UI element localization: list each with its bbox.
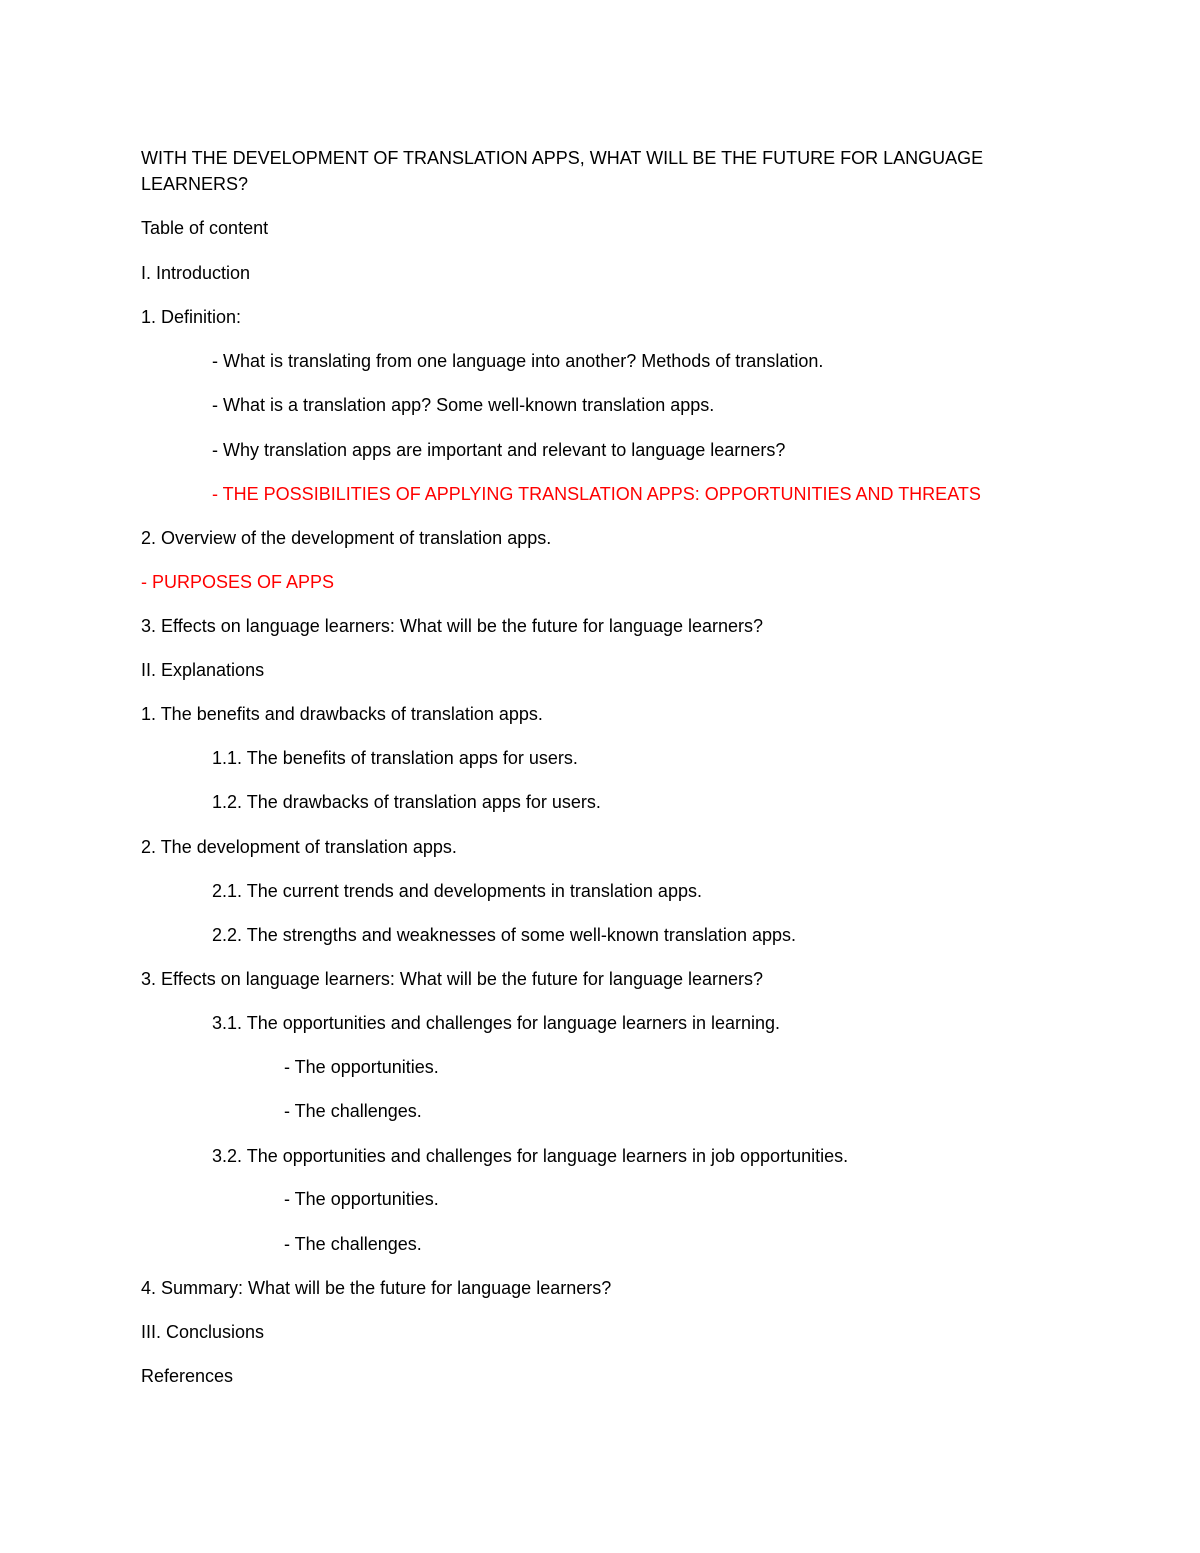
toc-item: 2. Overview of the development of translation apps.: [141, 528, 552, 548]
toc-item-highlighted: - THE POSSIBILITIES OF APPLYING TRANSLATION APPS: OPPORTUNITIES AND THREATS: [212, 484, 981, 504]
toc-item: - Why translation apps are important and relevant to language learners?: [212, 440, 786, 460]
toc-item: 2. The development of translation apps.: [141, 837, 457, 857]
toc-item: 3.1. The opportunities and challenges for language learners in learning.: [212, 1013, 781, 1033]
toc-item: - What is translating from one language into another? Methods of translation.: [212, 351, 824, 371]
toc-item: 4. Summary: What will be the future for language learners?: [141, 1278, 612, 1298]
toc-item: - What is a translation app? Some well-known translation apps.: [212, 395, 715, 415]
toc-item: 1. The benefits and drawbacks of translation apps.: [141, 704, 543, 724]
toc-item: 1. Definition:: [141, 307, 242, 327]
toc-item: 2.2. The strengths and weaknesses of some well-known translation apps.: [212, 925, 796, 945]
toc-item: 3. Effects on language learners: What will be the future for language learners?: [141, 969, 764, 989]
toc-item: 3. Effects on language learners: What will be the future for language learners?: [141, 616, 764, 636]
toc-item: - The opportunities.: [284, 1189, 439, 1209]
toc-item-highlighted: - PURPOSES OF APPS: [141, 572, 335, 592]
document-title: WITH THE DEVELOPMENT OF TRANSLATION APPS, WHAT WILL BE THE FUTURE FOR LANGUAGE LEARNERS?: [141, 148, 984, 194]
toc-item: 1.2. The drawbacks of translation apps for users.: [212, 792, 601, 812]
toc-item: - The challenges.: [284, 1101, 422, 1121]
toc-heading: Table of content: [141, 218, 269, 238]
toc-item: III. Conclusions: [141, 1322, 265, 1342]
toc-item: - The opportunities.: [284, 1057, 439, 1077]
toc-item: II. Explanations: [141, 660, 265, 680]
toc-item: 3.2. The opportunities and challenges for language learners in job opportunities.: [212, 1146, 849, 1166]
toc-item: 2.1. The current trends and developments in translation apps.: [212, 881, 702, 901]
toc-item: 1.1. The benefits of translation apps for users.: [212, 748, 578, 768]
toc-item: - The challenges.: [284, 1234, 422, 1254]
toc-item: I. Introduction: [141, 263, 251, 283]
toc-item: References: [141, 1366, 234, 1386]
